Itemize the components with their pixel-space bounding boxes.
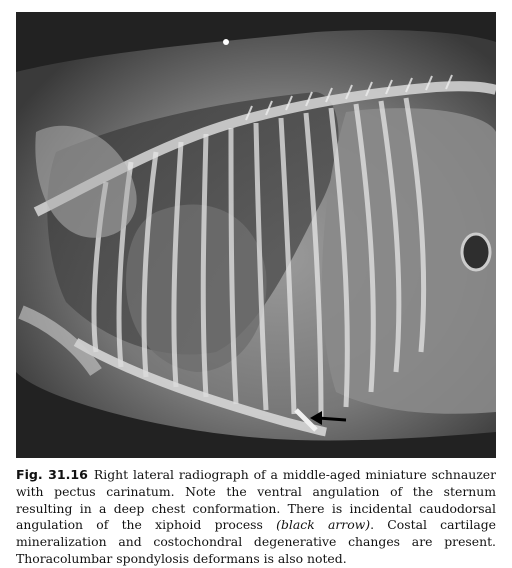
radiograph-figure — [16, 12, 496, 458]
caption-arrow-reference: (black arrow) — [276, 517, 371, 533]
caption-text-part2: . Costal cartilage mineralization and costochondral degenerative changes are present. Thoracolumbar spondylosis deformans is also noted. — [16, 517, 496, 566]
caption-text-part1: Right lateral radiograph of a middle-aged miniature schnauzer with pectus carinatum. Note the ventral angulation of the sternum resulting in a deep chest conformation. There is incidental caudodorsal angulation of the xiphoid process — [16, 467, 496, 533]
figure-caption — [16, 467, 496, 568]
thoracic-radiograph-image — [16, 12, 496, 458]
figure-label: Fig. 31.16 — [16, 467, 88, 482]
